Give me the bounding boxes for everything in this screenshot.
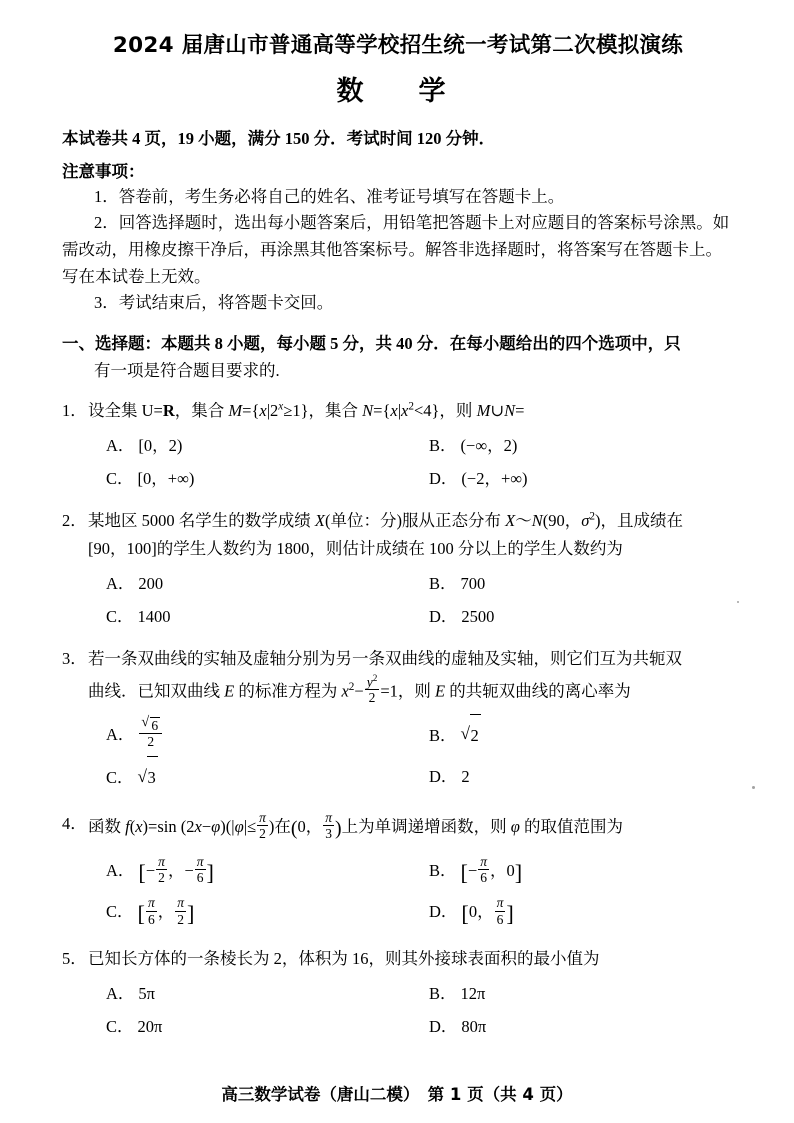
option-1-C-label: C． bbox=[106, 468, 134, 488]
page-title: 2024 届唐山市普通高等学校招生统一考试第二次模拟演练 bbox=[112, 33, 684, 58]
option-5-D-text: 80π bbox=[461, 1016, 487, 1036]
question-3-stem: 若一条双曲线的实轴及虚轴分别为另一条双曲线的虚轴及实轴，则它们互为共轭双 曲线．已知双曲线 E 的标准方程为 $x^2-$ $\frac{y^2}{2}$ =1，则 E 的共轭双曲线的离心率为 bbox=[88, 645, 734, 710]
option-2-D-text: 2500 bbox=[461, 606, 495, 626]
option-3-B-label: B． bbox=[429, 725, 457, 745]
option-4-A[interactable]: A． [− $\frac{\pi}{2}$ ，− $\frac{\pi}{6}$ ] bbox=[106, 854, 214, 886]
option-3-D-label: D． bbox=[429, 766, 458, 786]
option-3-A[interactable]: A． √ $\frac{6}{2}$ bbox=[88, 714, 411, 756]
option-2-A-text: 200 bbox=[138, 573, 164, 593]
option-1-D-label: D． bbox=[429, 468, 458, 488]
scan-speck bbox=[752, 786, 755, 789]
option-2-C-text: 1400 bbox=[137, 606, 171, 626]
option-5-A[interactable] bbox=[88, 977, 411, 1010]
question-3-number: 3． bbox=[62, 648, 87, 668]
subject-title: 数 学 bbox=[336, 76, 460, 107]
question-4-options bbox=[88, 850, 734, 933]
option-1-A[interactable]: A． [0，2) bbox=[106, 435, 183, 455]
section-label: 一、选择题： bbox=[62, 334, 161, 354]
notice-item-1: 1．答卷前，考生务必将自己的姓名、准考证号填写在答题卡上。 bbox=[94, 186, 565, 206]
question-2 bbox=[62, 507, 734, 633]
section-text: 本题共 8 小题，每小题 5 分，共 40 分．在每小题给出的四个选项中，只 bbox=[161, 334, 681, 354]
question-1 bbox=[62, 397, 734, 495]
page-footer: 高三数学试卷（唐山二模） 第 1 页（共 4 页） bbox=[221, 1085, 573, 1104]
option-2-B-text: 700 bbox=[460, 573, 486, 593]
notice-item-3: 3．考试结束后，将答题卡交回。 bbox=[94, 293, 334, 313]
option-4-A-label: A． bbox=[106, 861, 135, 881]
option-3-C-label: C． bbox=[106, 767, 134, 787]
option-5-A-label: A． bbox=[106, 983, 135, 1003]
question-5-options bbox=[88, 977, 734, 1043]
option-3-C[interactable]: C． √ 3 bbox=[88, 756, 411, 798]
option-5-C[interactable] bbox=[88, 1010, 411, 1043]
option-4-D-label: D． bbox=[429, 902, 458, 922]
option-4-C[interactable]: C． [ $\frac{\pi}{6}$ ， $\frac{\pi}{2}$ ] bbox=[106, 895, 195, 927]
option-5-D-label: D． bbox=[429, 1016, 458, 1036]
option-1-A-label: A． bbox=[106, 435, 135, 455]
option-3-A-label: A． bbox=[106, 724, 135, 744]
option-4-D[interactable]: D． [0， $\frac{\pi}{6}$ ] bbox=[429, 895, 514, 927]
section-text-cont: 有一项是符合题目要求的. bbox=[94, 360, 280, 380]
notice-heading: 注意事项： bbox=[62, 161, 145, 181]
option-2-A-label: A． bbox=[106, 573, 135, 593]
option-5-A-text: 5π bbox=[138, 983, 156, 1003]
option-1-D[interactable]: D． (−2，+∞) bbox=[429, 468, 528, 488]
option-3-D[interactable]: D． 2 bbox=[429, 766, 470, 786]
option-5-B-text: 12π bbox=[460, 983, 486, 1003]
option-2-B-label: B． bbox=[429, 573, 457, 593]
option-3-B[interactable]: B． √ 2 bbox=[411, 714, 734, 756]
question-2-number: 2． bbox=[62, 510, 87, 530]
question-2-stem: 某地区 5000 名学生的数学成绩 X(单位：分)服从正态分布 X～N(90，$\sigma^2$)，且成绩在 [90，100]的学生人数约为 1800，则估计成绩在 100 分以上的学生人数约为 bbox=[88, 510, 683, 558]
question-5-stem: 已知长方体的一条棱长为 2，体积为 16，则其外接球表面积的最小值为 bbox=[88, 948, 600, 968]
option-5-C-label: C． bbox=[106, 1016, 134, 1036]
option-1-B[interactable]: B． (−∞，2) bbox=[429, 435, 518, 455]
question-4 bbox=[62, 810, 734, 933]
option-4-B-label: B． bbox=[429, 861, 457, 881]
option-1-C[interactable]: C． [0，+∞) bbox=[106, 468, 195, 488]
question-4-number: 4． bbox=[62, 814, 87, 834]
question-4-stem: 函数 f(x)=sin (2x−φ)(|φ|≤ $\frac{\pi}{2}$ )在(0， $\frac{\pi}{3}$ )上为单调递增函数，则 φ 的取值范围为 bbox=[88, 810, 623, 842]
option-1-B-label: B． bbox=[429, 435, 457, 455]
option-2-D[interactable] bbox=[411, 600, 734, 633]
question-1-number: 1． bbox=[62, 400, 87, 420]
question-5-number: 5． bbox=[62, 948, 87, 968]
option-2-A[interactable] bbox=[88, 567, 411, 600]
page-content bbox=[62, 28, 734, 1043]
option-2-B[interactable] bbox=[411, 567, 734, 600]
scan-speck bbox=[737, 601, 739, 603]
question-3-options bbox=[88, 714, 734, 799]
option-2-C[interactable] bbox=[88, 600, 411, 633]
question-3 bbox=[62, 645, 734, 798]
option-4-B[interactable]: B． [− $\frac{\pi}{6}$ ，0] bbox=[429, 854, 523, 886]
option-4-C-label: C． bbox=[106, 902, 134, 922]
option-2-C-label: C． bbox=[106, 606, 134, 626]
option-5-B[interactable] bbox=[411, 977, 734, 1010]
option-5-D[interactable] bbox=[411, 1010, 734, 1043]
section-heading bbox=[62, 331, 734, 384]
option-5-B-label: B． bbox=[429, 983, 457, 1003]
question-3-stem-line1: 若一条双曲线的实轴及虚轴分别为另一条双曲线的虚轴及实轴，则它们互为共轭双 bbox=[88, 648, 682, 668]
option-5-C-text: 20π bbox=[137, 1016, 163, 1036]
question-1-options bbox=[88, 429, 734, 495]
question-1-stem: 设全集 U=R，集合 $M=\{x|2^x\ge 1\}$，集合 $N=\{x|x^2<4\}$，则 M∪N= bbox=[88, 400, 525, 420]
question-2-options bbox=[88, 567, 734, 633]
option-2-D-label: D． bbox=[429, 606, 458, 626]
question-5 bbox=[62, 945, 734, 1043]
notice-item-2: 2．回答选择题时，选出每小题答案后，用铅笔把答题卡上对应题目的答案标号涂黑。如需改动，用橡皮擦干净后，再涂黑其他答案标号。解答非选择题时，将答案写在答题卡上。写在本试卷上无效。 bbox=[62, 213, 730, 286]
exam-lead-info: 本试卷共 4 页，19 小题，满分 150 分．考试时间 120 分钟． bbox=[62, 129, 496, 148]
